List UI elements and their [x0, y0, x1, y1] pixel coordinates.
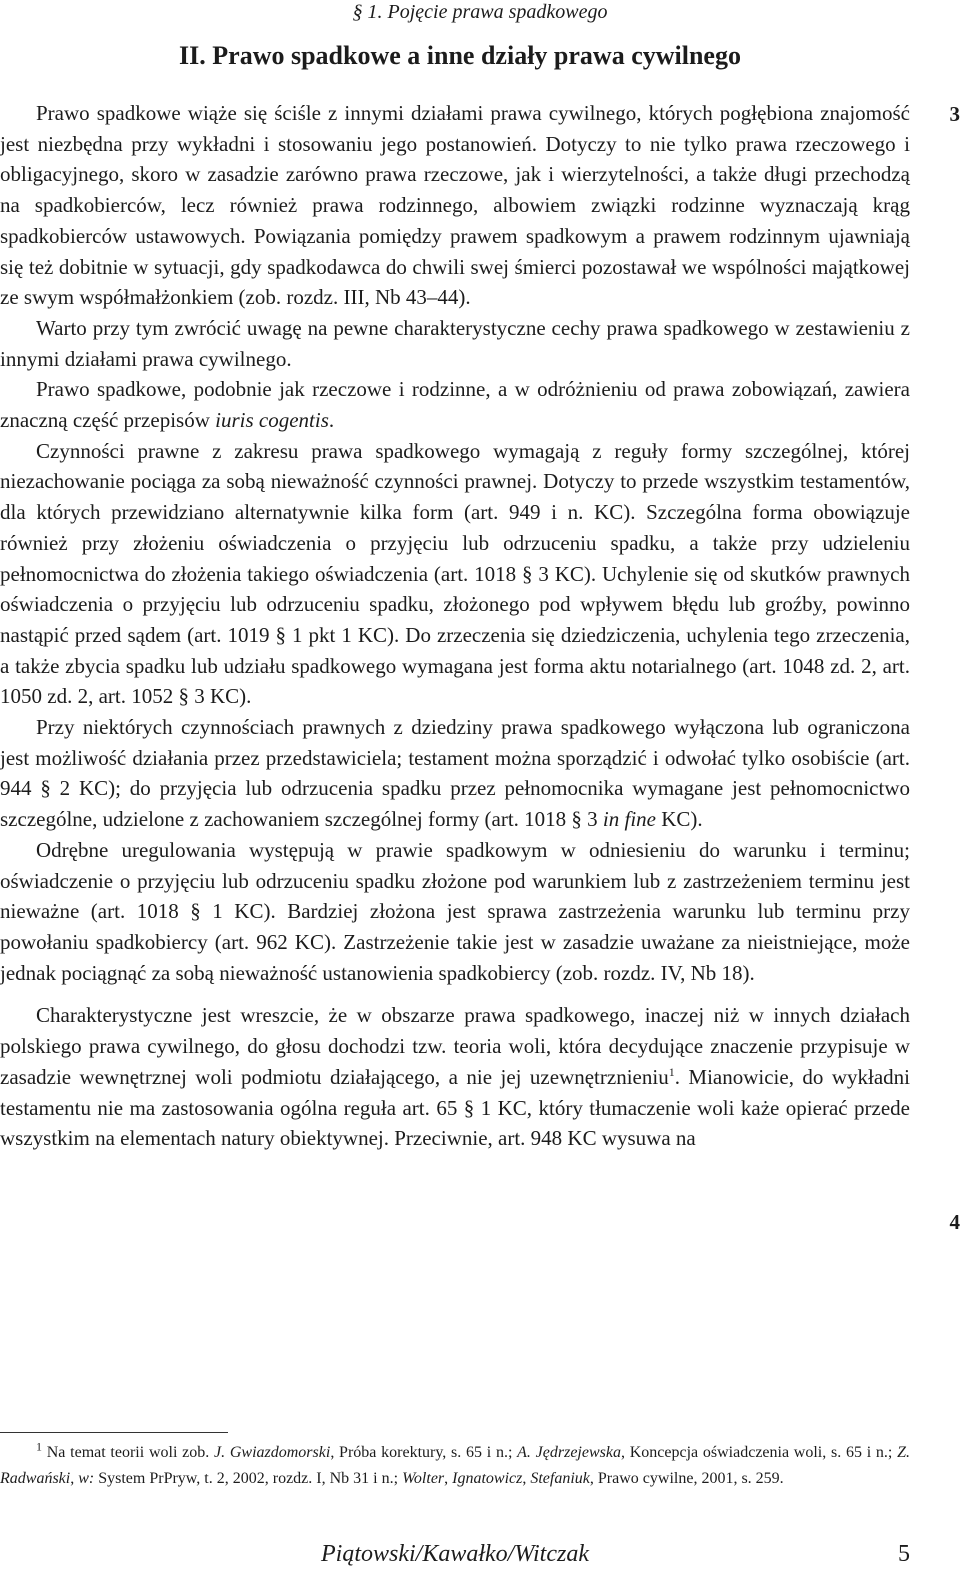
author-name: Ignatowicz: [452, 1470, 523, 1487]
paragraph-text: Warto przy tym zwrócić uwagę na pewne charakterystyczne cechy prawa spadkowego w zestawieniu z innymi działami prawa cywilnego.: [0, 315, 910, 371]
paragraph-text: Czynności prawne z zakresu prawa spadkowego wymagają z reguły formy szczególnej, której niezachowanie pociąga za sobą nieważność czynności prawnej. Dotyczy to przede wszystkim testamentów, dla których przewidziano alternatywnie kilka form (art. 949 i n. KC). Szczególna forma obowiązuje również przy złożeniu oświadczenia o przyjęciu lub odrzuceniu spadku, a także przy udzieleniu pełnomocnictwa do złożenia takiego oświadczenia (art. 1018 § 3 KC). Uchylenie się od skutków prawnych oświadczenia o przyjęciu lub odrzuceniu spadku, złożonego pod wpływem błędu lub groźby, powinno nastąpić przed sądem (art. 1019 § 1 pkt 1 KC). Do zrzeczenia się dziedziczenia, uchylenia tego zrzeczenia, a także zbycia spadku lub udziału spadkowego wymagana jest forma aktu notarialnego (art. 1048 zd. 2, art. 1050 zd. 2, art. 1052 § 3 KC).: [0, 438, 910, 709]
footnote-text: System PrPryw, t. 2, 2002, rozdz. I, Nb 31 i n.;: [94, 1470, 403, 1487]
author-name: Wolter: [402, 1470, 445, 1487]
paragraph: [0, 313, 910, 374]
paragraph-text: Przy niektórych czynnościach prawnych z dziedziny prawa spadkowego wyłączona lub ograniczona jest możliwość działania przez przedstawiciela; testament można sporządzić i odwołać tylko osobiście (art. 944 § 2 KC); do przyjęcia lub odrzucenia spadku przez pełnomocnika wymagane jest pełnomocnictwo szczególne, udzielone z zachowaniem szczególnej formy (art. 1018 § 3: [0, 715, 910, 832]
latin-term: in fine: [602, 807, 656, 832]
footnote-text: , Koncepcja oświadczenia woli, s. 65 i n.;: [620, 1444, 898, 1461]
paragraph: [0, 436, 910, 712]
paragraph: [0, 712, 910, 835]
paragraph: [0, 374, 910, 435]
paragraph: [0, 1000, 910, 1154]
paragraph: [0, 98, 910, 313]
footnote: [0, 1440, 910, 1492]
author-name: Stefaniuk: [530, 1470, 590, 1487]
paragraph-text: Charakterystyczne jest wreszcie, że w obszarze prawa spadkowego, inaczej niż w innych działach polskiego prawa cywilnego, do głosu dochodzi tzw. teoria woli, która decydujące znaczenie przypisuje w zasadzie wewnętrznej woli podmiotu działającego, a nie jej uzewnętrznieniu: [0, 1003, 910, 1089]
author-name: A. Jędrzejewska: [517, 1444, 621, 1461]
footnote-text: , Próba korektury, s. 65 i n.;: [330, 1444, 518, 1461]
author-name: J. Gwiazdomorski: [214, 1444, 331, 1461]
footnote-number: 1: [36, 1439, 42, 1454]
margin-number-4: 4: [949, 1210, 960, 1234]
footnote-text: , Prawo cywilne, 2001, s. 259.: [589, 1470, 784, 1487]
body-text: [0, 98, 910, 1154]
page-number: 5: [898, 1541, 910, 1567]
author-name: Z. Radwański: [0, 1444, 911, 1487]
footnote-text: ,: [70, 1470, 79, 1487]
paragraph-text: Prawo spadkowe, podobnie jak rzeczowe i rodzinne, a w odróżnieniu od prawa zobowiązań, zawiera znaczną część przepisów: [0, 377, 910, 433]
footnote-text: Na temat teorii woli zob.: [42, 1444, 214, 1461]
section-heading: II. Prawo spadkowe a inne działy prawa cywilnego: [179, 41, 741, 70]
running-head: § 1. Pojęcie prawa spadkowego: [352, 1, 608, 23]
page-footer: [0, 1536, 960, 1572]
paragraph-text: Prawo spadkowe wiąże się ściśle z innymi działami prawa cywilnego, których pogłębiona znajomość jest niezbędna przy wykładni i stosowaniu jego postanowień. Dotyczy to nie tylko prawa rzeczowego i obligacyjnego, skoro w zasadzie zarówno prawa rzeczowe, jak i wierzytelności, a także długi przechodzą na spadkobierców, lecz również prawa rodzinnego, albowiem związki rodzinne wyznaczają krąg spadkobierców ustawowych. Powiązania pomiędzy prawem spadkowym a prawem rodzinnym ujawniają się też dobitnie w sytuacji, gdy spadkodawca do chwili swej śmierci pozostawał we wspólności majątkowej ze swym współmałżonkiem (zob. rozdz. III, Nb 43–44).: [0, 101, 910, 310]
footnote-reference[interactable]: 1: [668, 1064, 675, 1079]
footer-authors: Piątowski/Kawałko/Witczak: [321, 1541, 589, 1567]
footnote-italic: w:: [78, 1470, 95, 1487]
paragraph-text-end: KC).: [656, 807, 703, 832]
paragraph-text-end: .: [328, 408, 335, 433]
paragraph: [0, 835, 910, 989]
margin-number-3: 3: [949, 102, 960, 126]
footnote-divider: [0, 1432, 228, 1433]
paragraph-text-end: . Mianowicie, do wykładni testamentu nie ma zastosowania ogólna reguła art. 65 § 1 KC, który tłumaczenie woli każe opierać przede wszystkim na elementach natury obiektywnej. Przeciwnie, art. 948 KC wysuwa na: [0, 1064, 910, 1151]
latin-term: iuris cogentis: [215, 408, 329, 433]
footnotes: [0, 1440, 910, 1492]
paragraph-text: Odrębne uregulowania występują w prawie spadkowym w odniesieniu do warunku i terminu; oświadczenie o przyjęciu lub odrzuceniu spadku złożone pod warunkiem lub z zastrzeżeniem terminu jest nieważne (art. 1018 § 1 KC). Bardziej złożona jest sprawa zastrzeżenia warunku lub terminu przy powołaniu spadkobiercy (art. 962 KC). Zastrzeżenie takie jest w zasadzie uważane za nieistniejące, może jednak pociągnąć za sobą nieważność ustanowienia spadkobiercy (zob. rozdz. IV, Nb 18).: [0, 837, 910, 985]
footnote-text: ,: [522, 1470, 531, 1487]
footnote-text: ,: [444, 1470, 453, 1487]
